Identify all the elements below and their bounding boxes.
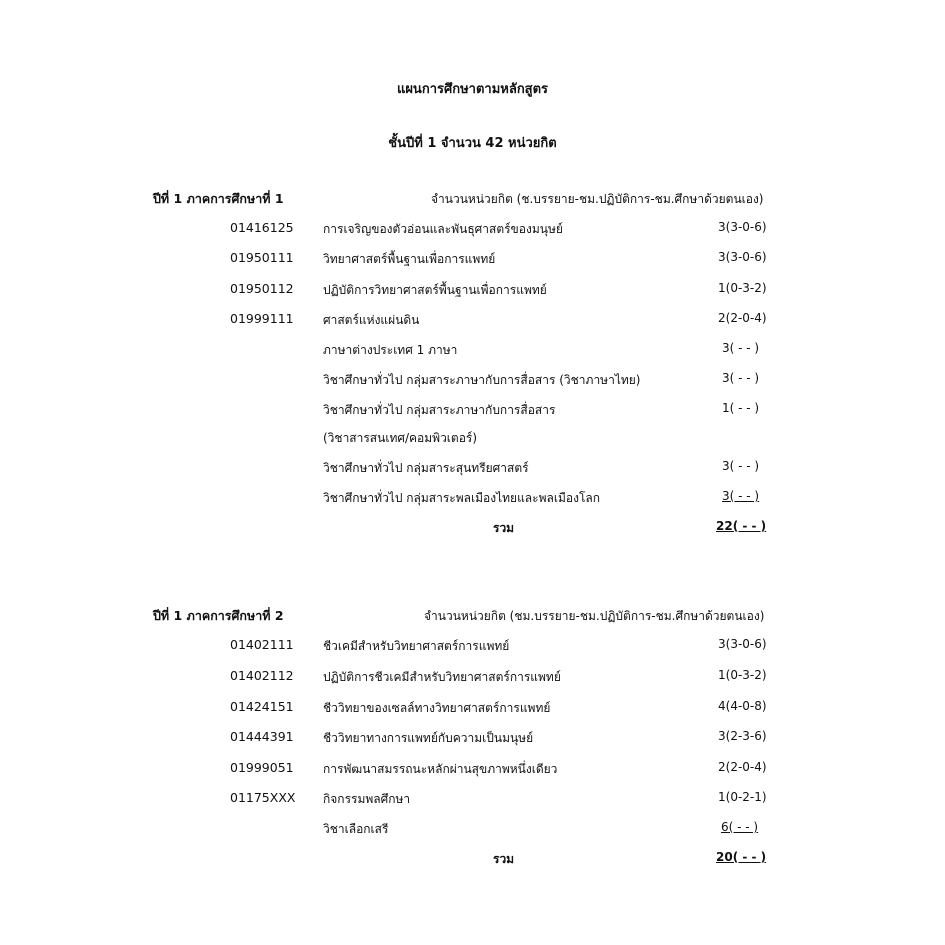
course-name: ปฏิบัติการชีวเคมีสำหรับวิทยาศาสตร์การแพทย์	[323, 670, 561, 684]
course-credit: 3(3-0-6)	[718, 220, 767, 234]
course-name: ชีววิทยาทางการแพทย์กับความเป็นมนุษย์	[323, 731, 534, 745]
course-name: วิชาศึกษาทั่วไป กลุ่มสาระภาษากับการสื่อสาร	[323, 403, 556, 417]
course-name: ปฏิบัติการวิทยาศาสตร์พื้นฐานเพื่อการแพทย์	[323, 283, 547, 297]
course-credit: 3(2-3-6)	[718, 729, 767, 743]
credit-format-note: จำนวนหน่วยกิต (ช.บรรยาย-ชม.ปฏิบัติการ-ชม.ศึกษาด้วยตนเอง)	[431, 192, 764, 206]
course-credit: 1(0-2-1)	[718, 790, 767, 804]
course-name-continued: (วิชาสารสนเทศ/คอมพิวเตอร์)	[323, 431, 478, 445]
course-name: ชีววิทยาของเซลล์ทางวิทยาศาสตร์การแพทย์	[323, 701, 551, 715]
course-credit: 6( - - )	[721, 820, 759, 834]
total-label: รวม	[493, 521, 515, 535]
course-credit: 1(0-3-2)	[718, 668, 767, 682]
course-name: ชีวเคมีสำหรับวิทยาศาสตร์การแพทย์	[323, 639, 510, 653]
course-credit: 3( - - )	[722, 341, 760, 355]
course-code: 01950112	[230, 281, 294, 296]
total-credits: 20( - - )	[716, 850, 767, 864]
course-name: วิชาศึกษาทั่วไป กลุ่มสาระพลเมืองไทยและพลเมืองโลก	[323, 491, 601, 505]
course-credit: 3( - - )	[722, 489, 760, 503]
course-name: การเจริญของตัวอ่อนและพันธุศาสตร์ของมนุษย์	[323, 222, 563, 236]
course-credit: 2(2-0-4)	[718, 311, 767, 325]
course-name: วิชาเลือกเสรี	[323, 822, 389, 836]
page-subtitle: ชั้นปีที่ 1 จำนวน 42 หน่วยกิต	[388, 136, 557, 151]
course-code: 01175XXX	[230, 790, 296, 805]
course-credit: 1(0-3-2)	[718, 281, 767, 295]
total-label: รวม	[493, 852, 515, 866]
course-credit: 3( - - )	[722, 371, 760, 385]
credit-format-note: จำนวนหน่วยกิต (ชม.บรรยาย-ชม.ปฏิบัติการ-ชม.ศึกษาด้วยตนเอง)	[424, 609, 765, 623]
course-name: ภาษาต่างประเทศ 1 ภาษา	[323, 343, 458, 357]
course-name: วิชาศึกษาทั่วไป กลุ่มสาระภาษากับการสื่อสาร (วิชาภาษาไทย)	[323, 373, 641, 387]
total-credits: 22( - - )	[716, 519, 767, 533]
course-credit: 3( - - )	[722, 459, 760, 473]
course-credit: 2(2-0-4)	[718, 760, 767, 774]
course-name: วิทยาศาสตร์พื้นฐานเพื่อการแพทย์	[323, 252, 496, 266]
course-code: 01402112	[230, 668, 294, 683]
course-credit: 1( - - )	[722, 401, 760, 415]
course-name: วิชาศึกษาทั่วไป กลุ่มสาระสุนทรียศาสตร์	[323, 461, 529, 475]
semester-heading: ปีที่ 1 ภาคการศึกษาที่ 1	[153, 191, 284, 206]
semester-heading: ปีที่ 1 ภาคการศึกษาที่ 2	[153, 608, 284, 623]
course-code: 01402111	[230, 637, 294, 652]
course-code: 01950111	[230, 250, 294, 265]
course-credit: 3(3-0-6)	[718, 250, 767, 264]
course-credit: 4(4-0-8)	[718, 699, 767, 713]
page-title: แผนการศึกษาตามหลักสูตร	[396, 82, 549, 97]
course-code: 01444391	[230, 729, 294, 744]
course-credit: 3(3-0-6)	[718, 637, 767, 651]
course-code: 01999111	[230, 311, 294, 326]
course-name: การพัฒนาสมรรถนะหลักผ่านสุขภาพหนึ่งเดียว	[323, 762, 558, 776]
course-name: กิจกรรมพลศึกษา	[323, 792, 411, 806]
course-code: 01416125	[230, 220, 294, 235]
course-name: ศาสตร์แห่งแผ่นดิน	[323, 313, 420, 327]
course-code: 01999051	[230, 760, 294, 775]
course-code: 01424151	[230, 699, 294, 714]
